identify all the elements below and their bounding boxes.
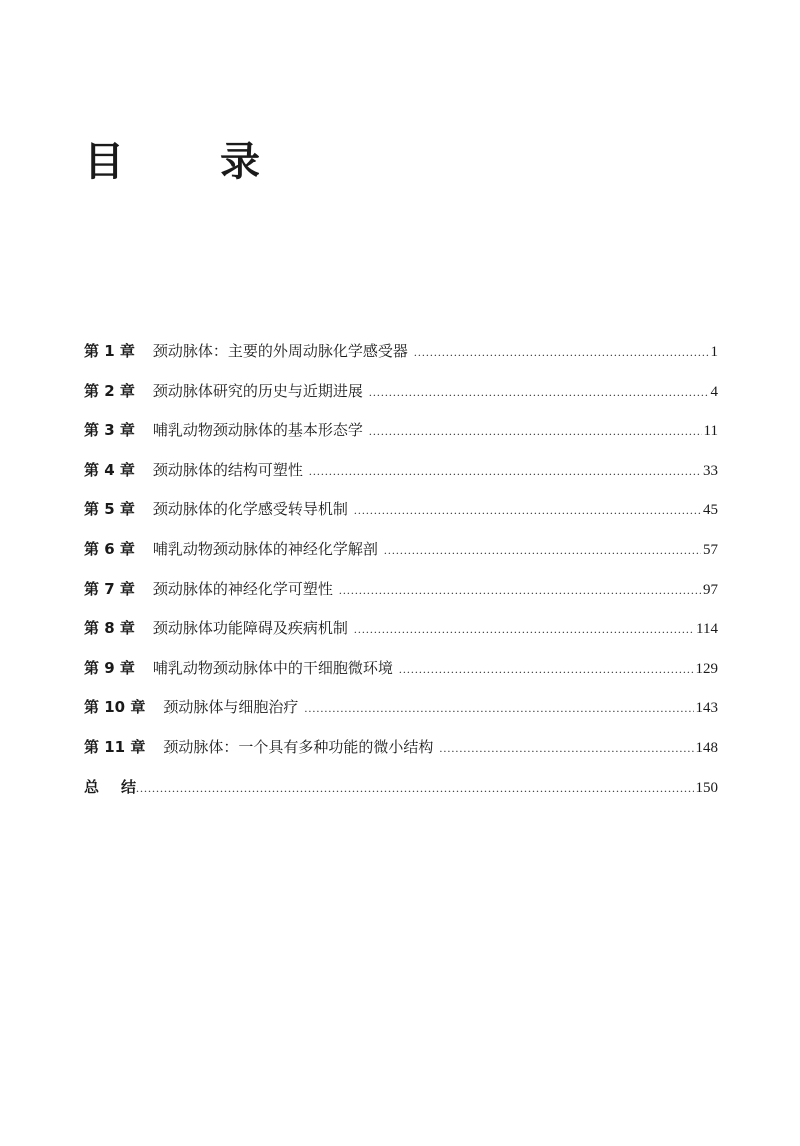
page-number: 143 [695, 700, 718, 717]
page-number: 114 [696, 621, 718, 638]
table-of-contents [84, 340, 718, 815]
dot-leader [384, 543, 701, 558]
page-title: 目 录 [84, 139, 288, 185]
chapter-title: 哺乳动物颈动脉体的基本形态学 [152, 421, 363, 440]
toc-entry-chapter-3[interactable] [84, 419, 718, 459]
dot-leader [399, 662, 694, 677]
dot-leader [354, 622, 694, 637]
page-number: 11 [703, 423, 718, 440]
chapter-label: 第 9 章 [84, 658, 135, 677]
dot-leader [369, 424, 702, 439]
page-number: 57 [703, 541, 718, 558]
page-number: 97 [703, 581, 718, 598]
dot-leader [369, 385, 709, 400]
toc-entry-chapter-10[interactable] [84, 696, 718, 736]
page-number: 1 [710, 344, 718, 360]
page-number: 4 [710, 383, 718, 400]
toc-entry-chapter-2[interactable] [84, 380, 718, 420]
chapter-label: 第 7 章 [84, 579, 135, 598]
chapter-title: 颈动脉体的化学感受转导机制 [152, 500, 348, 519]
chapter-label: 第 2 章 [84, 381, 135, 400]
page-number: 45 [703, 502, 718, 519]
dot-leader [414, 345, 709, 360]
chapter-title: 颈动脉体研究的历史与近期进展 [152, 381, 363, 400]
dot-leader [304, 701, 693, 716]
chapter-label: 第 4 章 [84, 460, 135, 479]
toc-entry-summary[interactable] [84, 776, 718, 816]
toc-entry-chapter-11[interactable] [84, 736, 718, 776]
chapter-label: 第 1 章 [84, 342, 135, 360]
toc-entry-chapter-5[interactable] [84, 498, 718, 538]
toc-entry-chapter-1[interactable] [84, 340, 718, 380]
chapter-title: 哺乳动物颈动脉体的神经化学解剖 [152, 539, 378, 558]
chapter-title: 颈动脉体：一个具有多种功能的微小结构 [163, 737, 434, 756]
chapter-title: 颈动脉体的结构可塑性 [152, 460, 303, 479]
chapter-title: 颈动脉体：主要的外周动脉化学感受器 [152, 342, 408, 360]
dot-leader [136, 781, 693, 796]
dot-leader [339, 583, 701, 598]
toc-entry-chapter-9[interactable] [84, 657, 718, 697]
dot-leader [309, 464, 701, 479]
page-number: 129 [695, 660, 718, 677]
chapter-title: 颈动脉体与细胞治疗 [163, 698, 299, 717]
chapter-label: 第 6 章 [84, 539, 135, 558]
page-number: 150 [695, 779, 718, 796]
page-number: 33 [703, 462, 718, 479]
chapter-label: 第 8 章 [84, 619, 135, 638]
dot-leader [439, 741, 693, 756]
toc-entry-chapter-4[interactable] [84, 459, 718, 499]
toc-entry-chapter-7[interactable] [84, 578, 718, 618]
page-number: 148 [695, 739, 718, 756]
chapter-title: 颈动脉体功能障碍及疾病机制 [152, 619, 348, 638]
chapter-label: 第 11 章 [84, 737, 146, 756]
chapter-label: 第 3 章 [84, 421, 135, 440]
chapter-title: 颈动脉体的神经化学可塑性 [152, 579, 333, 598]
toc-entry-chapter-8[interactable] [84, 617, 718, 657]
chapter-label: 第 10 章 [84, 698, 146, 717]
summary-label: 总结 [84, 777, 159, 796]
chapter-title: 哺乳动物颈动脉体中的干细胞微环境 [152, 658, 393, 677]
toc-entry-chapter-6[interactable] [84, 538, 718, 578]
chapter-label: 第 5 章 [84, 500, 135, 519]
dot-leader [354, 503, 701, 518]
